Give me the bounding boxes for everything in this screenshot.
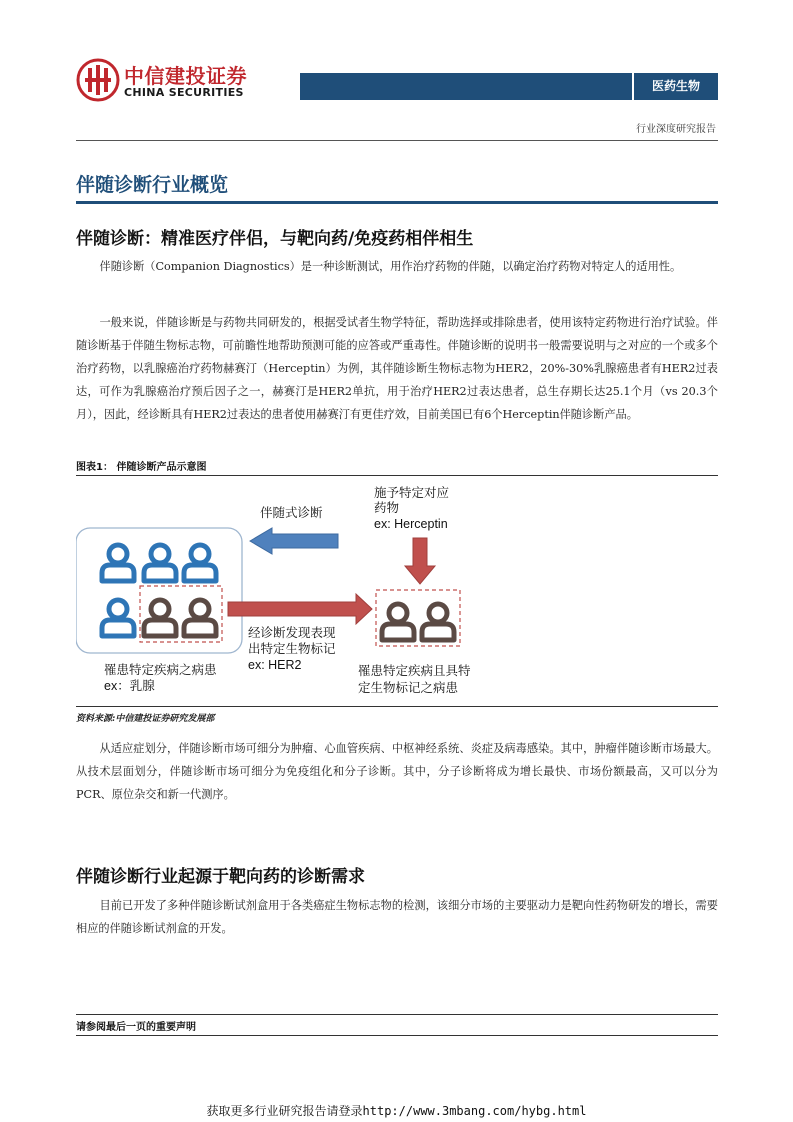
section-title: 伴随诊断行业概览 — [76, 174, 229, 196]
label-target-line1: 罹患特定疾病且具特 — [358, 664, 471, 678]
header-divider — [76, 140, 718, 141]
diagnosis-result-arrow — [228, 594, 372, 624]
label-target-line2: 定生物标记之病患 — [358, 681, 459, 695]
companion-diagnosis-arrow — [250, 528, 338, 554]
subsection-title: 伴随诊断：精准医疗伴侣，与靶向药/免疫药相伴相生 — [76, 229, 474, 249]
section-title-underline — [76, 201, 718, 204]
label-marker-example: ex: HER2 — [248, 658, 302, 672]
label-drug-line2: 药物 — [374, 501, 400, 515]
report-type: 行业深度研究报告 — [636, 124, 716, 135]
logo-chinese-name: 中信建投证券 — [124, 64, 247, 88]
subsection-title-origin: 伴随诊断行业起源于靶向药的诊断需求 — [76, 867, 365, 887]
target-patient-icon — [382, 604, 414, 640]
footer-divider — [76, 1014, 718, 1015]
companion-diagnostics-diagram — [76, 478, 718, 704]
label-patients: 罹患特定疾病之病患 — [104, 663, 217, 677]
paragraph-overview: 一般来说，伴随诊断是与药物共同研发的，根据受试者生物学特征，帮助选择或排除患者，使用该特定药物进行治疗试验。伴随诊断基于伴随生物标志物，可前瞻性地帮助预测可能的应答或严重毒性。伴随诊断的说明书一般需要说明与之对应的一个或多个治疗药物，以乳腺癌治疗药物赫赛汀（Herceptin）为例，其伴随诊断生物标志物为HER2，20%-30%乳腺癌患者有HER2过表达，可作为乳腺癌治疗预后因子之一，赫赛汀是HER2单抗，用于治疗HER2过表达患者，总生存期长达25.1个月（vs 20.3个月），因此，经诊断具有HER2过表达的患者使用赫赛汀有更佳疗效，目前美国已有6个Herceptin伴随诊断产品。 — [76, 316, 718, 421]
target-patient-icon — [422, 604, 454, 640]
label-marker-line2: 出特定生物标记 — [248, 642, 336, 656]
china-securities-logo-icon — [76, 58, 120, 102]
company-logo — [76, 58, 251, 102]
figure-source: 资料来源:中信建投证券研究发展部 — [76, 714, 215, 724]
label-patients-example: ex：乳腺 — [104, 679, 155, 693]
figure-caption: 图表1： 伴随诊断产品示意图 — [76, 462, 207, 473]
label-marker-line1: 经诊断发现表现 — [248, 626, 336, 640]
download-link[interactable]: 获取更多行业研究报告请登录http://www.3mbang.com/hybg.html — [206, 1104, 587, 1118]
label-companion-diagnosis: 伴随式诊断 — [260, 506, 323, 520]
drug-administration-arrow — [405, 538, 435, 584]
figure-top-rule — [76, 475, 718, 476]
label-drug-example: ex: Herceptin — [374, 517, 448, 531]
paragraph-market-segmentation: 从适应症划分，伴随诊断市场可细分为肿瘤、心血管疾病、中枢神经系统、炎症及病毒感染。其中，肿瘤伴随诊断市场最大。从技术层面划分，伴随诊断市场可细分为免疫组化和分子诊断。其中，分子诊断将成为增长最快、市场份额最高，又可以分为PCR、原位杂交和新一代测序。 — [76, 742, 718, 801]
sector-tag: 医药生物 — [634, 73, 718, 100]
logo-english-name: CHINA SECURITIES — [124, 86, 244, 99]
paragraph-origin: 目前已开发了多种伴随诊断试剂盒用于各类癌症生物标志物的检测，该细分市场的主要驱动力是靶向性药物研发的增长，需要相应的伴随诊断试剂盒的开发。 — [76, 899, 718, 935]
footer-disclaimer: 请参阅最后一页的重要声明 — [76, 1022, 196, 1033]
label-drug-line1: 施予特定对应 — [374, 486, 450, 500]
figure-bottom-rule — [76, 706, 718, 707]
footer-divider-bottom — [76, 1035, 718, 1036]
paragraph-definition: 伴随诊断（Companion Diagnostics）是一种诊断测试，用作治疗药物的伴随，以确定治疗药物对特定人的适用性。 — [99, 260, 682, 273]
header-bar — [300, 73, 718, 100]
